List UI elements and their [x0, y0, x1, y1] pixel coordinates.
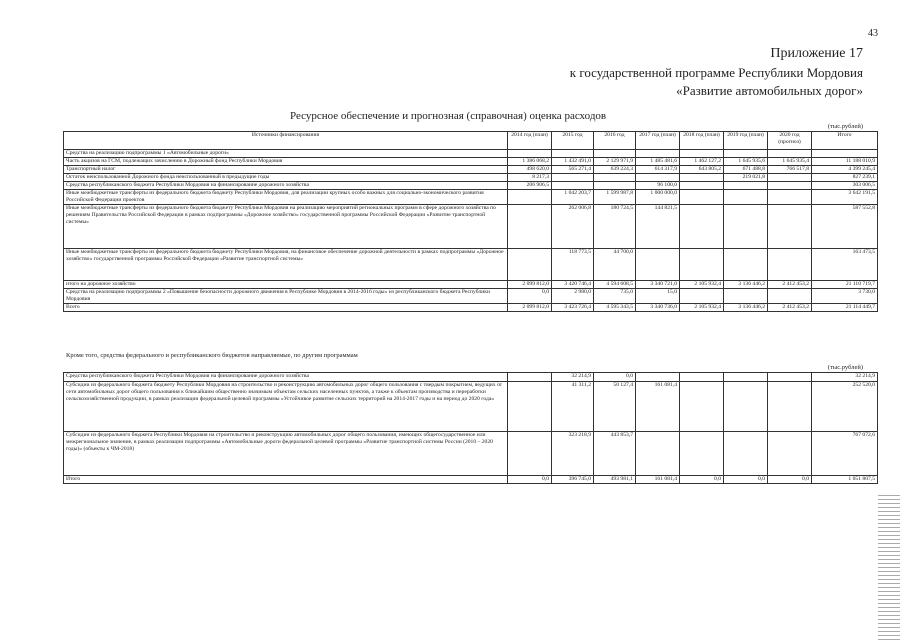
appendix-subtitle: к государственной программе Республики Мордовия — [569, 65, 863, 80]
value-cell: 639 224,3 — [594, 166, 636, 174]
table-row — [64, 158, 878, 166]
row-label-cell: Средства на реализацию подпрограммы 2 «Повышение безопасности дорожного движения в Республике Мордовия в 2014-2016 годы» из республиканского бюджета Республики Мордовия — [64, 289, 508, 304]
table-row — [64, 289, 878, 304]
value-cell: 3 136 446,2 — [724, 281, 768, 289]
value-cell: 2 099 812,0 — [508, 304, 552, 312]
other-programs-table — [63, 372, 878, 484]
value-cell — [508, 205, 552, 249]
value-cell: 252 520,0 — [812, 382, 878, 432]
value-cell — [508, 190, 552, 205]
value-cell: 11 188 010,9 — [812, 158, 878, 166]
value-cell: 44 700,0 — [594, 249, 636, 281]
value-cell — [680, 182, 724, 190]
header-cell: 2019 год (план) — [724, 132, 768, 150]
value-cell: 2 105 932,4 — [680, 304, 724, 312]
page-number: 43 — [868, 28, 878, 39]
value-cell — [768, 182, 812, 190]
value-cell: 1 645 935,4 — [768, 158, 812, 166]
value-cell: 3 642 191,5 — [812, 190, 878, 205]
value-cell: 163 473,5 — [812, 249, 878, 281]
header-cell: Источники финансирования — [64, 132, 508, 150]
value-cell: 1 599 987,8 — [594, 190, 636, 205]
value-cell: 262 006,8 — [552, 205, 594, 249]
row-label-cell: Часть акцизов на ГСМ, подлежащих зачислению в Дорожный фонд Республики Мордовия — [64, 158, 508, 166]
header-cell: 2014 год (план) — [508, 132, 552, 150]
value-cell — [680, 150, 724, 158]
header-cell: 2016 год — [594, 132, 636, 150]
value-cell: 3 423 726,4 — [552, 304, 594, 312]
value-cell — [680, 205, 724, 249]
value-cell: 0,0 — [680, 476, 724, 484]
value-cell — [552, 174, 594, 182]
value-cell: 21 110 719,7 — [812, 281, 878, 289]
row-label-cell: Субсидии из федерального бюджета Республики Мордовия на строительство и реконструкцию автомобильных дорог общего пользования, имеющих общегосударственное или межрегиональное значение, в рамках реализации подпрограммы «Автомобильные дороги федеральной целевой программы «Развитие транспортной системы России (2010 – 2020 годы)» (объекты к ЧМ-2018) — [64, 432, 508, 476]
row-label-cell: Итого — [64, 476, 508, 484]
value-cell: 493 981,1 — [594, 476, 636, 484]
value-cell — [768, 150, 812, 158]
value-cell — [508, 150, 552, 158]
value-cell — [768, 249, 812, 281]
row-label-cell: Субсидии из федерального бюджета бюджету Республики Мордовия на строительство и реконструкцию автомобильных дорог общего пользования с твердым покрытием, ведущих от сети автомобильных дорог общего пользования к ближайшим общественно значимым объектам сельских населенных пунктов, а также к объектам производства и переработки сельскохозяйственной продукции, в рамках реализации федеральной целевой программы «Устойчивое развитие сельских территорий на 2014-2017 годы и на период до 2020 года» — [64, 382, 508, 432]
value-cell — [724, 182, 768, 190]
value-cell — [724, 150, 768, 158]
value-cell — [724, 373, 768, 382]
value-cell: 0,0 — [724, 476, 768, 484]
value-cell: 96 100,0 — [636, 182, 680, 190]
value-cell: 614 317,9 — [636, 166, 680, 174]
table-row — [64, 432, 878, 476]
value-cell — [812, 150, 878, 158]
value-cell — [636, 150, 680, 158]
value-cell: 206 906,5 — [508, 182, 552, 190]
header-cell: 2020 год (прогноз) — [768, 132, 812, 150]
value-cell — [594, 182, 636, 190]
value-cell: 41 311,2 — [552, 382, 594, 432]
row-label-cell: Остаток неиспользованной Дорожного фонда неиспользованный в предыдущие годы — [64, 174, 508, 182]
value-cell: 161 081,4 — [636, 382, 680, 432]
value-cell — [724, 382, 768, 432]
row-label-cell: Транспортный налог — [64, 166, 508, 174]
header-cell: 2017 год (план) — [636, 132, 680, 150]
value-cell: 643 805,2 — [680, 166, 724, 174]
value-cell: 118 773,5 — [552, 249, 594, 281]
row-label-cell: Средства республиканского бюджета Республики Мордовия на финансирование дорожного хозяйства — [64, 373, 508, 382]
value-cell: 8 217,3 — [508, 174, 552, 182]
value-cell — [768, 190, 812, 205]
value-cell — [724, 289, 768, 304]
value-cell: 396 745,0 — [552, 476, 594, 484]
value-cell — [594, 174, 636, 182]
value-cell: 3 420 746,4 — [552, 281, 594, 289]
table-row — [64, 190, 878, 205]
value-cell: 2 980,0 — [552, 289, 594, 304]
other-programs-table-body — [64, 373, 878, 484]
value-cell: 1 000 000,0 — [636, 190, 680, 205]
header-cell: Итого — [812, 132, 878, 150]
value-cell — [680, 249, 724, 281]
row-label-cell: Средства республиканского бюджета Республики Мордовия на финансирование дорожного хозяйства — [64, 182, 508, 190]
value-cell — [724, 249, 768, 281]
row-label-cell: Иные межбюджетные трансферты из федерального бюджета бюджету Республики Мордовия, для реализации крупных особо важных для социально-экономического развития Российской Федерации проектов — [64, 190, 508, 205]
value-cell — [508, 249, 552, 281]
value-cell: 565 271,4 — [552, 166, 594, 174]
value-cell — [768, 174, 812, 182]
value-cell: 15,0 — [636, 289, 680, 304]
value-cell: 3 340 736,0 — [636, 304, 680, 312]
value-cell: 1 042 203,7 — [552, 190, 594, 205]
table-row — [64, 166, 878, 174]
table-header-row — [64, 132, 878, 150]
row-label-cell: Иные межбюджетные трансферты из федерального бюджета бюджету Республики Мордовия, на финансовое обеспечение дорожной деятельности в рамках подпрограммы «Дорожное хозяйство» государственной программы Российской Федерации «Развитие транспортной системы» — [64, 249, 508, 281]
table-row — [64, 174, 878, 182]
note-text: Кроме того, средства федерального и республиканского бюджетов направляемые, по другим программам — [66, 352, 358, 359]
value-cell: 3 136 446,2 — [724, 304, 768, 312]
value-cell: 1 386 068,2 — [508, 158, 552, 166]
value-cell: 827 239,1 — [812, 174, 878, 182]
table-row — [64, 304, 878, 312]
value-cell: 32 214,9 — [812, 373, 878, 382]
value-cell: 766 517,8 — [768, 166, 812, 174]
value-cell: 1 432 491,0 — [552, 158, 594, 166]
table-row — [64, 476, 878, 484]
value-cell: 4 399 245,4 — [812, 166, 878, 174]
appendix-title: Приложение 17 — [770, 46, 863, 61]
value-cell: 0,0 — [768, 476, 812, 484]
row-label-cell: Всего — [64, 304, 508, 312]
row-label-cell: итого на дорожное хозяйство — [64, 281, 508, 289]
value-cell — [724, 432, 768, 476]
row-label-cell: Средства на реализацию подпрограммы 1 «Автомобильные дороги» — [64, 150, 508, 158]
value-cell — [636, 174, 680, 182]
value-cell: 3 730,0 — [812, 289, 878, 304]
value-cell — [680, 190, 724, 205]
value-cell — [636, 432, 680, 476]
value-cell: 21 114 449,7 — [812, 304, 878, 312]
header-cell: 2018 год (план) — [680, 132, 724, 150]
value-cell — [768, 205, 812, 249]
value-cell — [508, 382, 552, 432]
table-row — [64, 281, 878, 289]
value-cell — [508, 373, 552, 382]
value-cell: 1 645 935,6 — [724, 158, 768, 166]
value-cell — [594, 150, 636, 158]
value-cell — [680, 174, 724, 182]
funding-table-body — [64, 150, 878, 312]
table-row — [64, 150, 878, 158]
value-cell: 671 488,8 — [724, 166, 768, 174]
value-cell: 587 552,8 — [812, 205, 878, 249]
value-cell — [552, 182, 594, 190]
value-cell: 2 129 971,9 — [594, 158, 636, 166]
value-cell: 144 821,5 — [636, 205, 680, 249]
value-cell: 32 214,9 — [552, 373, 594, 382]
value-cell: 4 594 608,5 — [594, 281, 636, 289]
value-cell: 4 595 343,5 — [594, 304, 636, 312]
value-cell: 0,0 — [508, 476, 552, 484]
value-cell: 735,0 — [594, 289, 636, 304]
value-cell: 0,0 — [594, 373, 636, 382]
value-cell: 1 485 481,6 — [636, 158, 680, 166]
value-cell: 323 218,9 — [552, 432, 594, 476]
value-cell — [636, 249, 680, 281]
value-cell — [768, 432, 812, 476]
table-row — [64, 205, 878, 249]
value-cell — [768, 382, 812, 432]
value-cell — [768, 373, 812, 382]
value-cell: 1 051 807,5 — [812, 476, 878, 484]
scan-edge-artifact — [878, 495, 900, 640]
units-label-2: (тыс.рублей) — [827, 364, 863, 371]
value-cell: 219 021,8 — [724, 174, 768, 182]
row-label-cell: Иные межбюджетные трансферты из федерального бюджета бюджету Республики Мордовия на реализацию мероприятий региональных программ в сфере дорожного хозяйства по решениям Правительства Российской Федерации в рамках подпрограммы «Дорожное хозяйство» государственной программы Российской Федерации «Развитие транспортной системы» — [64, 205, 508, 249]
value-cell — [680, 382, 724, 432]
units-label: (тыс.рублей) — [827, 123, 863, 130]
value-cell — [552, 150, 594, 158]
value-cell — [724, 190, 768, 205]
value-cell: 498 620,0 — [508, 166, 552, 174]
value-cell: 2 099 812,0 — [508, 281, 552, 289]
value-cell: 767 072,6 — [812, 432, 878, 476]
program-name: «Развитие автомобильных дорог» — [676, 83, 863, 98]
value-cell: 0,0 — [508, 289, 552, 304]
table-row — [64, 382, 878, 432]
value-cell: 161 081,4 — [636, 476, 680, 484]
header-cell: 2015 год — [552, 132, 594, 150]
value-cell — [724, 205, 768, 249]
table-row — [64, 182, 878, 190]
document-title: Ресурсное обеспечение и прогнозная (справочная) оценка расходов — [290, 110, 607, 122]
value-cell: 50 127,4 — [594, 382, 636, 432]
value-cell — [768, 289, 812, 304]
value-cell: 2 105 932,4 — [680, 281, 724, 289]
value-cell: 2 412 453,2 — [768, 304, 812, 312]
value-cell: 443 853,7 — [594, 432, 636, 476]
value-cell — [636, 373, 680, 382]
value-cell: 180 724,5 — [594, 205, 636, 249]
value-cell: 2 412 453,2 — [768, 281, 812, 289]
value-cell: 1 462 127,2 — [680, 158, 724, 166]
value-cell — [680, 373, 724, 382]
value-cell — [680, 289, 724, 304]
value-cell — [680, 432, 724, 476]
value-cell — [508, 432, 552, 476]
table-row — [64, 373, 878, 382]
table-row — [64, 249, 878, 281]
funding-table — [63, 131, 878, 312]
value-cell: 303 006,5 — [812, 182, 878, 190]
value-cell: 3 340 721,0 — [636, 281, 680, 289]
